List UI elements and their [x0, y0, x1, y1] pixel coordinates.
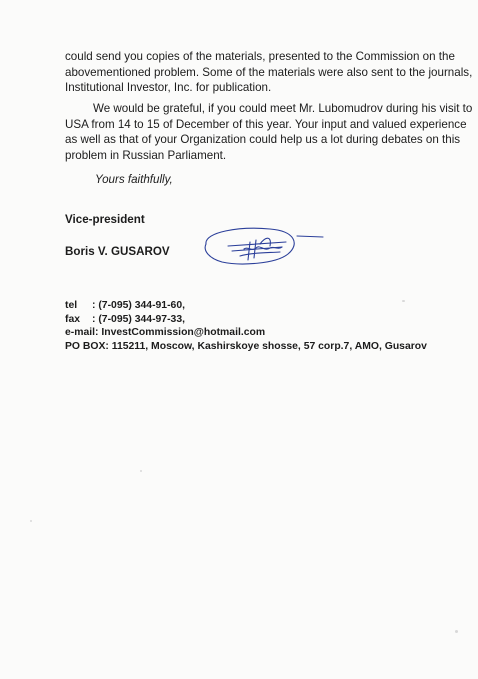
paragraph-line: Institutional Investor, Inc. for publication.	[65, 81, 272, 95]
body-paragraph-1	[65, 49, 475, 96]
paragraph-line: We would be grateful, if you could meet Mr. Lubomudrov during his visit to	[93, 102, 473, 115]
po-box-line: PO BOX: 115211, Moscow, Kashirskoye shosse, 57 corp.7, AMO, Gusarov	[65, 340, 427, 352]
email-line: e-mail: InvestCommission@hotmail.com	[65, 327, 266, 338]
signatory-name: Boris V. GUSAROV	[65, 245, 170, 258]
paper-speck	[455, 630, 458, 633]
paragraph-line: could send you copies of the materials, presented to the Commission on the	[65, 50, 455, 63]
paragraph-line: as well as that of your Organization could help us a lot during debates on this	[65, 133, 461, 147]
fax-row	[65, 313, 427, 327]
paragraph-line: abovementioned problem. Some of the materials were also sent to the journals,	[65, 65, 473, 79]
fax-label: fax	[65, 313, 81, 325]
tel-row	[65, 299, 427, 313]
paragraph-line: USA from 14 to 15 of December of this year. Your input and valued experience	[65, 117, 467, 131]
body-paragraph-2	[65, 101, 475, 163]
closing-salutation: Yours faithfully,	[95, 173, 173, 186]
paper-speck	[30, 520, 32, 522]
contact-block	[65, 299, 427, 353]
signatory-title: Vice-president	[65, 213, 145, 226]
paragraph-line: problem in Russian Parliament.	[65, 148, 227, 162]
paper-speck	[140, 470, 142, 472]
handwritten-signature	[200, 222, 325, 272]
tel-value: : (7-095) 344-91-60,	[92, 300, 185, 311]
paper-speck	[402, 300, 405, 302]
fax-value: : (7-095) 344-97-33,	[92, 313, 185, 325]
tel-label: tel	[65, 300, 78, 311]
